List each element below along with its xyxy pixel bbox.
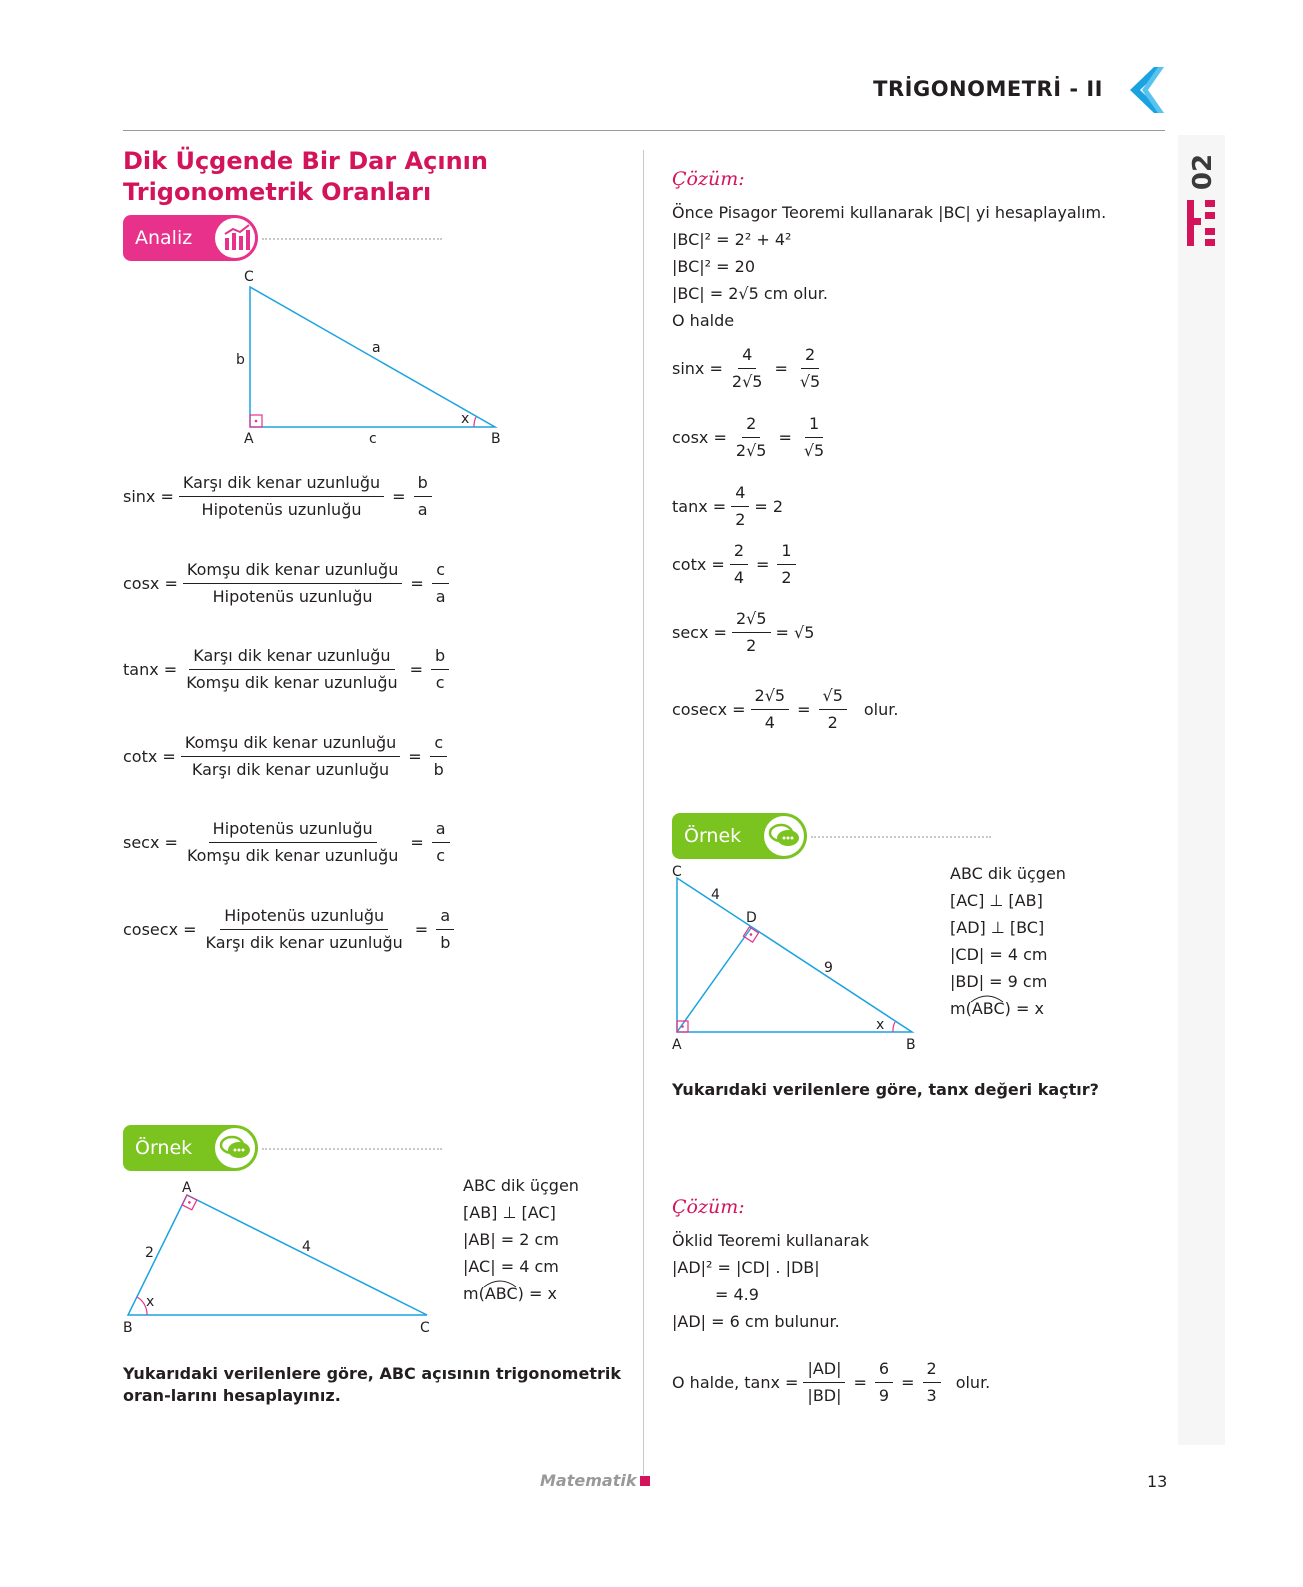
side-chapter-number: 02 xyxy=(1188,153,1218,191)
example2-triangle-figure xyxy=(665,860,930,1060)
sol-sec: secx = $\frac{2√5}{2}$ = √5 xyxy=(672,609,815,655)
speech-bubble-icon xyxy=(215,1128,255,1168)
arc-mark xyxy=(968,993,1008,1003)
sol-cot: cotx = $\frac{2}{4}$ = $\frac{1}{2}$ xyxy=(672,541,801,588)
example1-question: Yukarıdaki verilenlere göre, ABC açısının trigonometrik oran-larını hesaplayınız. xyxy=(123,1364,621,1405)
formula-tan: tanx = $\frac{\text{Karşı dik kenar uzunluğu}}{\text{Komşu dik kenar uzunluğu}}$ = $\frac{b}{c}$ xyxy=(123,646,454,693)
header-rule xyxy=(123,130,1165,131)
solution1-lines: Önce Pisagor Teoremi kullanarak |BC| yi hesaplayalım. |BC|² = 2² + 4² |BC|² = 20 |BC| = 2√5 cm olur. O halde xyxy=(672,203,1107,330)
dotted-rule xyxy=(262,1148,442,1150)
sol-tan: tanx = $\frac{4}{2}$ = 2 xyxy=(672,483,784,529)
analiz-label: Analiz xyxy=(135,227,193,249)
footer-square-icon xyxy=(640,1476,650,1486)
arc-mark xyxy=(481,1278,521,1288)
side-c: c xyxy=(369,431,377,447)
side-a: a xyxy=(372,340,381,356)
sol2-final: O halde, tanx = $\frac{|AD|}{|BD|}$ = $\frac{6}{9}$ = $\frac{2}{3}$ olur. xyxy=(672,1359,991,1405)
example2-given: ABC dik üçgen [AC] ⊥ [AB] [AD] ⊥ [BC] |CD| = 4 cm |BD| = 9 cm m(ABC) = x xyxy=(950,864,1066,1018)
vertex-b: B xyxy=(491,431,501,447)
speech-bubble-icon xyxy=(764,816,804,856)
vertex-d: D xyxy=(746,910,757,926)
vertex-c: C xyxy=(244,269,254,285)
analiz-badge xyxy=(123,215,258,261)
side-9: 9 xyxy=(824,960,833,976)
section-title: Dik Üçgende Bir Dar Açının Trigonometrik Oranları xyxy=(123,147,488,206)
solution2-lines: Öklid Teoremi kullanarak |AD|² = |CD| . |DB| = 4.9 |AD| = 6 cm bulunur. xyxy=(672,1231,870,1331)
angle-x: x xyxy=(461,411,470,427)
sol-cosec: cosecx = $\frac{2√5}{4}$ = $\frac{√5}{2}$ olur. xyxy=(672,686,899,732)
sol-cos: cosx = $\frac{2}{2√5}$ = $\frac{1}{√5}$ xyxy=(672,414,825,460)
dotted-rule xyxy=(811,836,991,838)
angle-x: x xyxy=(146,1294,155,1310)
dotted-rule xyxy=(262,238,442,240)
solution-heading-2: Çözüm: xyxy=(672,1196,745,1218)
right-triangle-figure xyxy=(230,265,520,455)
formula-sin: sinx = $\frac{\text{Karşı dik kenar uzunluğu}}{\text{Hipotenüs uzunluğu}}$ = $\frac{b}{a}$ xyxy=(123,473,437,520)
side-4: 4 xyxy=(302,1239,311,1255)
vertex-b: B xyxy=(123,1320,133,1336)
page-number: 13 xyxy=(1147,1472,1168,1491)
sol-sin: sinx = $\frac{4}{2√5}$ = $\frac{2}{√5}$ xyxy=(672,345,821,391)
ornek-label: Örnek xyxy=(684,825,742,847)
formula-cosec: cosecx = $\frac{\text{Hipotenüs uzunluğu}}{\text{Karşı dik kenar uzunluğu}}$ = $\frac{a}{b}$ xyxy=(123,906,459,953)
vertex-a: A xyxy=(182,1180,192,1196)
vertex-c: C xyxy=(420,1320,430,1336)
column-divider xyxy=(643,150,644,1475)
formula-cot: cotx = $\frac{\text{Komşu dik kenar uzunluğu}}{\text{Karşı dik kenar uzunluğu}}$ = $\frac{c}{b}$ xyxy=(123,733,453,780)
footer-subject: Matematik xyxy=(540,1471,637,1490)
example2-question: Yukarıdaki verilenlere göre, tanx değeri kaçtır? xyxy=(672,1080,1099,1099)
formula-sec: secx = $\frac{\text{Hipotenüs uzunluğu}}{\text{Komşu dik kenar uzunluğu}}$ = $\frac{a}{c}$ xyxy=(123,819,455,866)
side-b: b xyxy=(236,352,245,368)
vertex-c: C xyxy=(672,864,682,880)
vertex-b: B xyxy=(906,1037,916,1053)
ornek-badge-1 xyxy=(123,1125,258,1171)
vertex-a: A xyxy=(244,431,254,447)
example1-given: ABC dik üçgen [AB] ⊥ [AC] |AB| = 2 cm |AC| = 4 cm m(ABC) = x xyxy=(463,1176,579,1303)
example1-triangle-figure xyxy=(115,1175,445,1340)
bar-chart-icon xyxy=(215,218,255,258)
side-strip xyxy=(1178,135,1225,1445)
vertex-a: A xyxy=(672,1037,682,1053)
chapter-title: TRİGONOMETRİ - II xyxy=(873,77,1103,101)
side-2: 2 xyxy=(145,1245,154,1261)
chevron-logo-icon xyxy=(1124,67,1166,113)
formula-cos: cosx = $\frac{\text{Komşu dik kenar uzunluğu}}{\text{Hipotenüs uzunluğu}}$ = $\frac{c}{a}$ xyxy=(123,560,455,607)
side-4: 4 xyxy=(711,887,720,903)
ornek-label: Örnek xyxy=(135,1137,193,1159)
ornek-badge-2 xyxy=(672,813,807,859)
solution-heading-1: Çözüm: xyxy=(672,168,745,190)
side-logo-icon xyxy=(1185,198,1217,248)
angle-x: x xyxy=(876,1017,885,1033)
